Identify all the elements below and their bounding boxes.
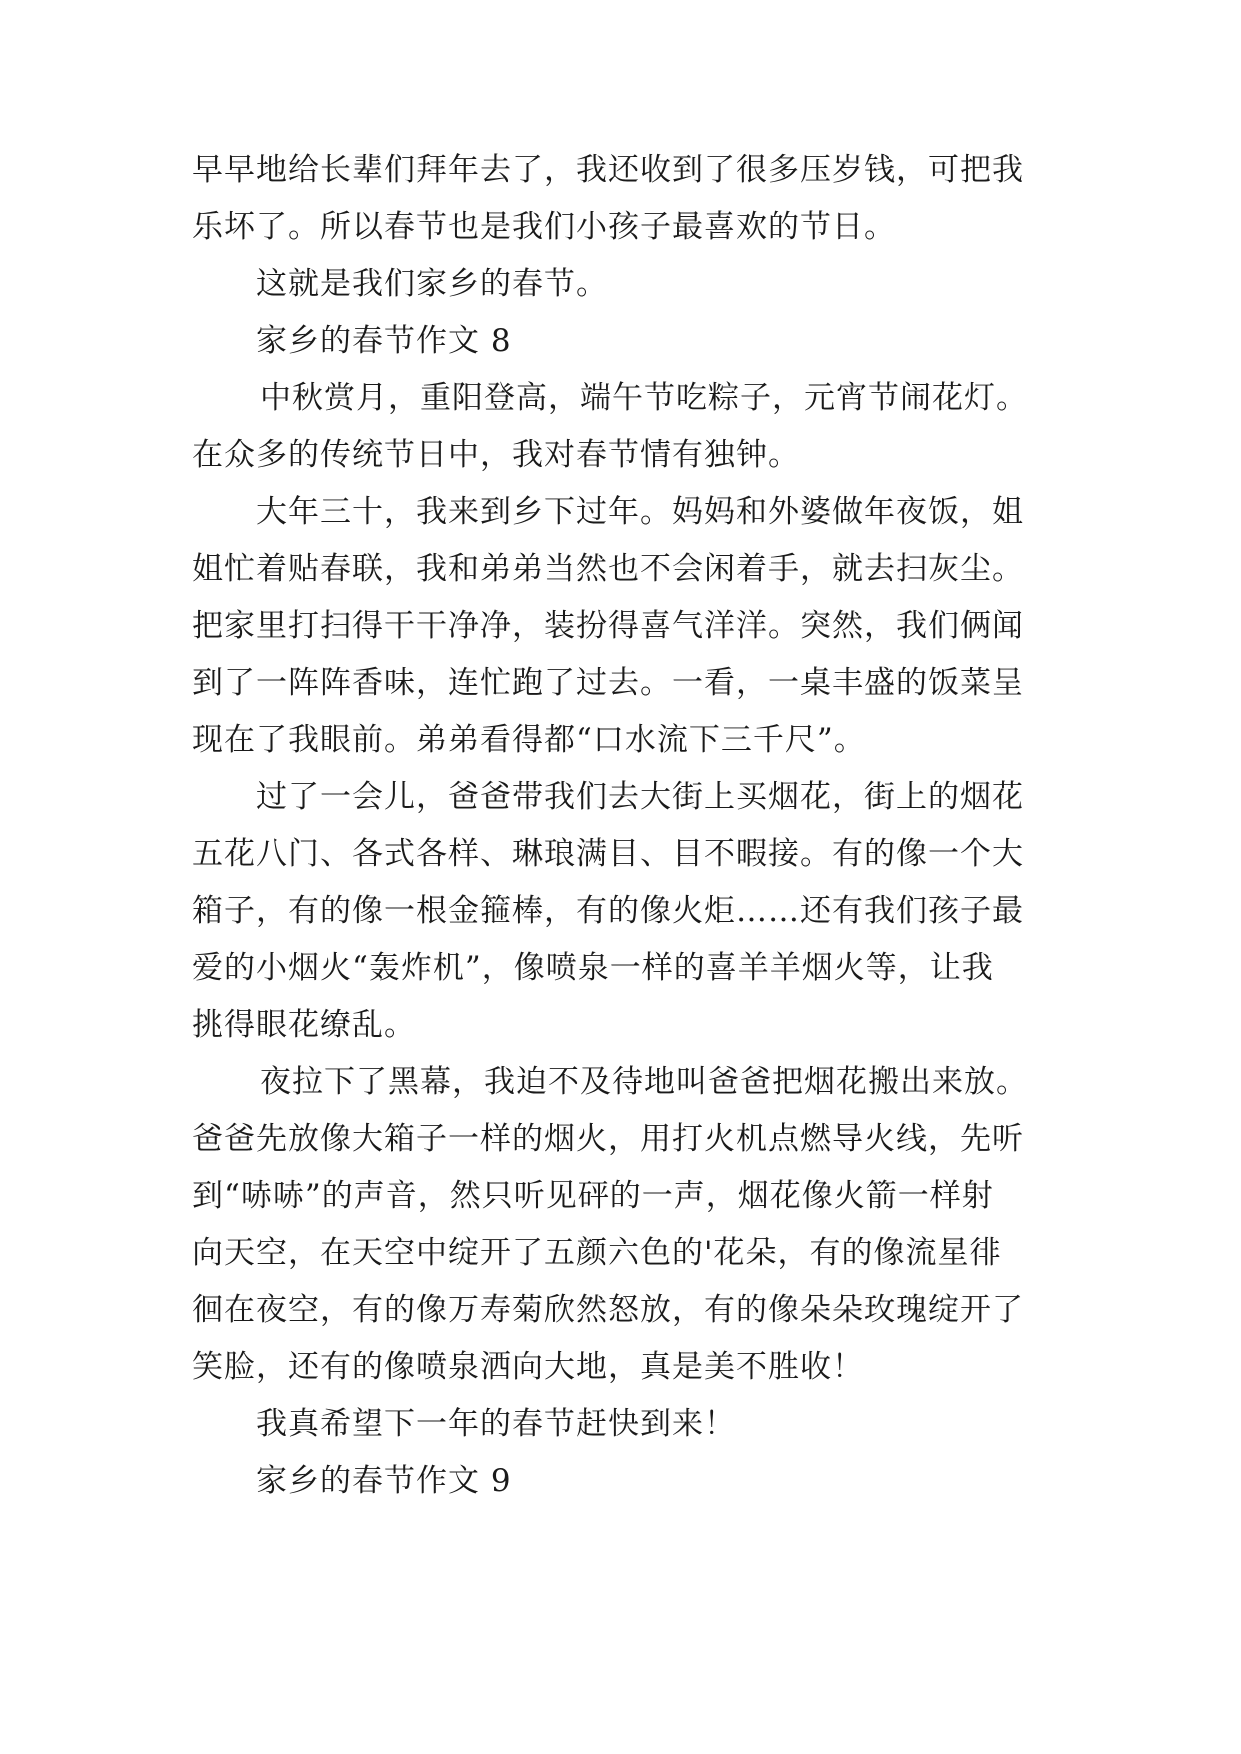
paragraph-line: 夜拉下了黑幕，我迫不及待地叫爸爸把烟花搬出来放。: [260, 1064, 1028, 1100]
text-line: 姐忙着贴春联，我和弟弟当然也不会闲着手，就去扫灰尘。: [192, 551, 1024, 587]
text-line: 到了一阵阵香味，连忙跑了过去。一看，一桌丰盛的饭菜呈: [192, 665, 1024, 701]
text-line: 爱的小烟火“轰炸机”，像喷泉一样的喜羊羊烟火等，让我: [192, 950, 994, 986]
text-line: 笑脸，还有的像喷泉洒向大地，真是美不胜收！: [192, 1349, 864, 1385]
text-line: 乐坏了。所以春节也是我们小孩子最喜欢的节日。: [192, 209, 896, 245]
text-line: 向天空，在天空中绽开了五颜六色的'花朵，有的像流星徘: [192, 1235, 1002, 1271]
section-heading: 家乡的春节作文 8: [256, 323, 512, 359]
paragraph-line: 过了一会儿，爸爸带我们去大街上买烟花，街上的烟花: [256, 779, 1024, 815]
text-line: 徊在夜空，有的像万寿菊欣然怒放，有的像朵朵玫瑰绽开了: [192, 1292, 1024, 1328]
paragraph-line: 我真希望下一年的春节赶快到来！: [256, 1406, 736, 1442]
text-line: 早早地给长辈们拜年去了，我还收到了很多压岁钱，可把我: [192, 152, 1024, 188]
text-line: 把家里打扫得干干净净，装扮得喜气洋洋。突然，我们俩闻: [192, 608, 1024, 644]
text-line: 五花八门、各式各样、琳琅满目、目不暇接。有的像一个大: [192, 836, 1024, 872]
paragraph-line: 中秋赏月，重阳登高，端午节吃粽子，元宵节闹花灯。: [260, 380, 1028, 416]
paragraph-line: 大年三十，我来到乡下过年。妈妈和外婆做年夜饭，姐: [256, 494, 1024, 530]
section-heading: 家乡的春节作文 9: [256, 1463, 512, 1499]
text-line: 箱子，有的像一根金箍棒，有的像火炬……还有我们孩子最: [192, 893, 1024, 929]
text-line: 爸爸先放像大箱子一样的烟火，用打火机点燃导火线，先听: [192, 1121, 1024, 1157]
text-line: 挑得眼花缭乱。: [192, 1007, 416, 1043]
text-line: 到“哧哧”的声音，然只听见砰的一声，烟花像火箭一样射: [192, 1178, 994, 1214]
paragraph-line: 这就是我们家乡的春节。: [256, 266, 608, 302]
text-line: 在众多的传统节日中，我对春节情有独钟。: [192, 437, 800, 473]
text-line: 现在了我眼前。弟弟看得都“口水流下三千尺”。: [192, 722, 866, 758]
